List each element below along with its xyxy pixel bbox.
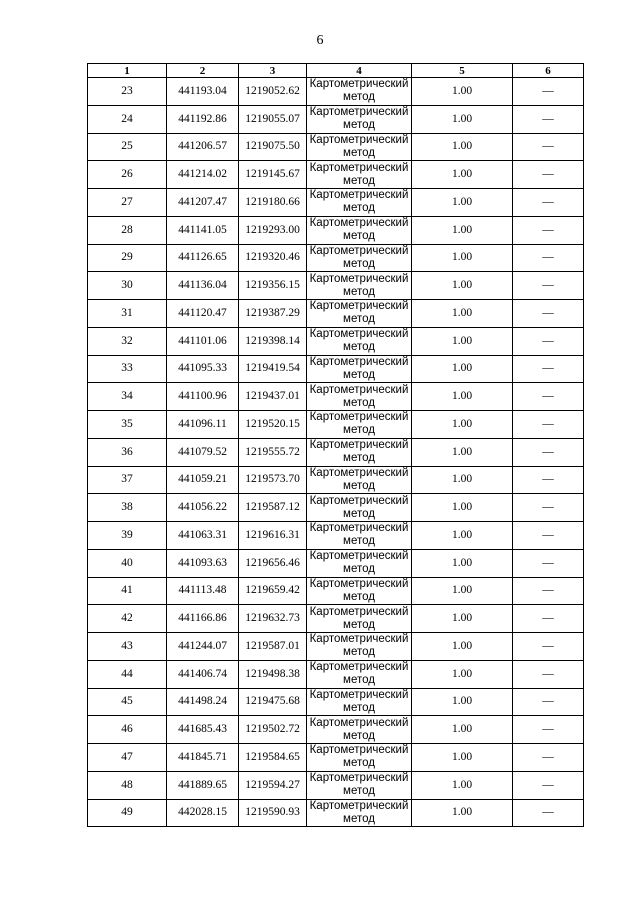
y-coordinate-cell: 1219594.27 (239, 771, 307, 799)
accuracy-cell: 1.00 (412, 716, 513, 744)
accuracy-cell: 1.00 (412, 577, 513, 605)
accuracy-cell: 1.00 (412, 771, 513, 799)
method-cell (307, 244, 412, 272)
note-cell: — (513, 438, 584, 466)
method-line-2: метод (343, 91, 375, 104)
method-line-1: Картометрический (309, 244, 409, 257)
note-cell: — (513, 799, 584, 827)
accuracy-cell: 1.00 (412, 78, 513, 106)
point-number-cell: 32 (88, 327, 167, 355)
y-coordinate-cell: 1219573.70 (239, 466, 307, 494)
method-line-1: Картометрический (309, 466, 409, 479)
table-row (88, 244, 584, 272)
note-cell: — (513, 716, 584, 744)
accuracy-cell: 1.00 (412, 411, 513, 439)
method-line-2: метод (343, 535, 375, 548)
method-cell (307, 466, 412, 494)
table-row (88, 78, 584, 106)
x-coordinate-cell: 441845.71 (167, 744, 239, 772)
table-row (88, 494, 584, 522)
table-row (88, 660, 584, 688)
method-line-2: метод (343, 618, 375, 631)
method-line-2: метод (343, 646, 375, 659)
note-cell: — (513, 549, 584, 577)
table-row (88, 105, 584, 133)
point-number-cell: 29 (88, 244, 167, 272)
method-line-1: Картометрический (309, 411, 409, 424)
point-number-cell: 35 (88, 411, 167, 439)
x-coordinate-cell: 441207.47 (167, 189, 239, 217)
table-row (88, 161, 584, 189)
method-line-1: Картометрический (309, 522, 409, 535)
accuracy-cell: 1.00 (412, 216, 513, 244)
accuracy-cell: 1.00 (412, 272, 513, 300)
x-coordinate-cell: 441100.96 (167, 383, 239, 411)
accuracy-cell: 1.00 (412, 633, 513, 661)
column-header-3: 3 (239, 64, 307, 78)
y-coordinate-cell: 1219437.01 (239, 383, 307, 411)
table-body (88, 78, 584, 827)
method-line-1: Картометрический (309, 328, 409, 341)
method-line-1: Картометрический (309, 772, 409, 785)
note-cell: — (513, 411, 584, 439)
method-line-2: метод (343, 424, 375, 437)
x-coordinate-cell: 442028.15 (167, 799, 239, 827)
table-row (88, 771, 584, 799)
note-cell: — (513, 244, 584, 272)
x-coordinate-cell: 441136.04 (167, 272, 239, 300)
column-header-6: 6 (513, 64, 584, 78)
method-line-1: Картометрический (309, 383, 409, 396)
method-line-1: Картометрический (309, 272, 409, 285)
note-cell: — (513, 133, 584, 161)
accuracy-cell: 1.00 (412, 105, 513, 133)
table-row (88, 605, 584, 633)
method-cell (307, 105, 412, 133)
accuracy-cell: 1.00 (412, 744, 513, 772)
method-line-1: Картометрический (309, 716, 409, 729)
method-line-2: метод (343, 368, 375, 381)
method-line-2: метод (343, 785, 375, 798)
point-number-cell: 34 (88, 383, 167, 411)
point-number-cell: 25 (88, 133, 167, 161)
method-cell (307, 494, 412, 522)
x-coordinate-cell: 441096.11 (167, 411, 239, 439)
accuracy-cell: 1.00 (412, 133, 513, 161)
method-cell (307, 272, 412, 300)
table-row (88, 716, 584, 744)
page-number: 6 (316, 33, 324, 48)
y-coordinate-cell: 1219659.42 (239, 577, 307, 605)
x-coordinate-cell: 441141.05 (167, 216, 239, 244)
method-line-2: метод (343, 313, 375, 326)
table-row (88, 383, 584, 411)
note-cell: — (513, 522, 584, 550)
point-number-cell: 23 (88, 78, 167, 106)
note-cell: — (513, 633, 584, 661)
accuracy-cell: 1.00 (412, 605, 513, 633)
y-coordinate-cell: 1219555.72 (239, 438, 307, 466)
y-coordinate-cell: 1219293.00 (239, 216, 307, 244)
accuracy-cell: 1.00 (412, 799, 513, 827)
method-cell (307, 744, 412, 772)
method-line-1: Картометрический (309, 355, 409, 368)
x-coordinate-cell: 441192.86 (167, 105, 239, 133)
point-number-cell: 44 (88, 660, 167, 688)
table-row (88, 633, 584, 661)
y-coordinate-cell: 1219632.73 (239, 605, 307, 633)
method-cell (307, 660, 412, 688)
method-cell (307, 799, 412, 827)
table-row (88, 327, 584, 355)
method-line-1: Картометрический (309, 605, 409, 618)
x-coordinate-cell: 441206.57 (167, 133, 239, 161)
point-number-cell: 40 (88, 549, 167, 577)
accuracy-cell: 1.00 (412, 549, 513, 577)
table-row (88, 688, 584, 716)
x-coordinate-cell: 441113.48 (167, 577, 239, 605)
accuracy-cell: 1.00 (412, 466, 513, 494)
y-coordinate-cell: 1219055.07 (239, 105, 307, 133)
method-line-2: метод (343, 563, 375, 576)
method-line-1: Картометрический (309, 550, 409, 563)
y-coordinate-cell: 1219419.54 (239, 355, 307, 383)
point-number-cell: 27 (88, 189, 167, 217)
method-cell (307, 411, 412, 439)
method-cell (307, 189, 412, 217)
note-cell: — (513, 105, 584, 133)
x-coordinate-cell: 441498.24 (167, 688, 239, 716)
method-line-1: Картометрический (309, 688, 409, 701)
y-coordinate-cell: 1219587.01 (239, 633, 307, 661)
x-coordinate-cell: 441166.86 (167, 605, 239, 633)
y-coordinate-cell: 1219475.68 (239, 688, 307, 716)
x-coordinate-cell: 441126.65 (167, 244, 239, 272)
y-coordinate-cell: 1219075.50 (239, 133, 307, 161)
y-coordinate-cell: 1219180.66 (239, 189, 307, 217)
method-line-1: Картометрический (309, 799, 409, 812)
table-row (88, 744, 584, 772)
y-coordinate-cell: 1219656.46 (239, 549, 307, 577)
table-row (88, 189, 584, 217)
method-line-1: Картометрический (309, 661, 409, 674)
table-row (88, 355, 584, 383)
method-line-2: метод (343, 230, 375, 243)
note-cell: — (513, 771, 584, 799)
method-cell (307, 438, 412, 466)
method-cell (307, 327, 412, 355)
note-cell: — (513, 660, 584, 688)
method-cell (307, 688, 412, 716)
method-line-2: метод (343, 674, 375, 687)
method-cell (307, 549, 412, 577)
y-coordinate-cell: 1219052.62 (239, 78, 307, 106)
method-line-2: метод (343, 174, 375, 187)
table-row (88, 216, 584, 244)
coordinates-table (87, 63, 584, 827)
point-number-cell: 46 (88, 716, 167, 744)
method-line-1: Картометрический (309, 494, 409, 507)
method-line-1: Картометрический (309, 106, 409, 119)
table-row (88, 438, 584, 466)
x-coordinate-cell: 441093.63 (167, 549, 239, 577)
accuracy-cell: 1.00 (412, 300, 513, 328)
method-line-2: метод (343, 479, 375, 492)
method-cell (307, 383, 412, 411)
note-cell: — (513, 688, 584, 716)
column-header-1: 1 (88, 64, 167, 78)
accuracy-cell: 1.00 (412, 244, 513, 272)
method-line-1: Картометрический (309, 633, 409, 646)
table-row (88, 411, 584, 439)
x-coordinate-cell: 441120.47 (167, 300, 239, 328)
method-line-1: Картометрический (309, 78, 409, 91)
method-line-2: метод (343, 812, 375, 825)
accuracy-cell: 1.00 (412, 660, 513, 688)
column-header-2: 2 (167, 64, 239, 78)
table-row (88, 133, 584, 161)
note-cell: — (513, 78, 584, 106)
table-row (88, 466, 584, 494)
method-line-2: метод (343, 507, 375, 520)
y-coordinate-cell: 1219502.72 (239, 716, 307, 744)
point-number-cell: 49 (88, 799, 167, 827)
point-number-cell: 41 (88, 577, 167, 605)
table-row (88, 522, 584, 550)
point-number-cell: 45 (88, 688, 167, 716)
accuracy-cell: 1.00 (412, 438, 513, 466)
method-line-1: Картометрический (309, 744, 409, 757)
method-line-2: метод (343, 757, 375, 770)
method-line-2: метод (343, 119, 375, 132)
table-row (88, 272, 584, 300)
method-line-1: Картометрический (309, 439, 409, 452)
column-header-5: 5 (412, 64, 513, 78)
method-line-2: метод (343, 257, 375, 270)
x-coordinate-cell: 441889.65 (167, 771, 239, 799)
y-coordinate-cell: 1219616.31 (239, 522, 307, 550)
x-coordinate-cell: 441214.02 (167, 161, 239, 189)
method-cell (307, 633, 412, 661)
accuracy-cell: 1.00 (412, 327, 513, 355)
point-number-cell: 26 (88, 161, 167, 189)
accuracy-cell: 1.00 (412, 383, 513, 411)
method-cell (307, 300, 412, 328)
note-cell: — (513, 161, 584, 189)
column-header-4: 4 (307, 64, 412, 78)
method-cell (307, 605, 412, 633)
note-cell: — (513, 355, 584, 383)
y-coordinate-cell: 1219398.14 (239, 327, 307, 355)
note-cell: — (513, 327, 584, 355)
method-cell (307, 78, 412, 106)
point-number-cell: 48 (88, 771, 167, 799)
table-header-row (88, 64, 584, 78)
x-coordinate-cell: 441193.04 (167, 78, 239, 106)
accuracy-cell: 1.00 (412, 522, 513, 550)
note-cell: — (513, 272, 584, 300)
accuracy-cell: 1.00 (412, 161, 513, 189)
x-coordinate-cell: 441059.21 (167, 466, 239, 494)
point-number-cell: 36 (88, 438, 167, 466)
note-cell: — (513, 577, 584, 605)
point-number-cell: 42 (88, 605, 167, 633)
x-coordinate-cell: 441244.07 (167, 633, 239, 661)
point-number-cell: 30 (88, 272, 167, 300)
y-coordinate-cell: 1219356.15 (239, 272, 307, 300)
y-coordinate-cell: 1219320.46 (239, 244, 307, 272)
method-cell (307, 716, 412, 744)
y-coordinate-cell: 1219498.38 (239, 660, 307, 688)
note-cell: — (513, 605, 584, 633)
table-row (88, 549, 584, 577)
table-row (88, 300, 584, 328)
x-coordinate-cell: 441079.52 (167, 438, 239, 466)
y-coordinate-cell: 1219590.93 (239, 799, 307, 827)
method-line-2: метод (343, 590, 375, 603)
method-line-1: Картометрический (309, 217, 409, 230)
method-line-2: метод (343, 146, 375, 159)
note-cell: — (513, 189, 584, 217)
accuracy-cell: 1.00 (412, 189, 513, 217)
point-number-cell: 28 (88, 216, 167, 244)
x-coordinate-cell: 441056.22 (167, 494, 239, 522)
note-cell: — (513, 744, 584, 772)
x-coordinate-cell: 441095.33 (167, 355, 239, 383)
method-cell (307, 133, 412, 161)
method-line-2: метод (343, 729, 375, 742)
point-number-cell: 37 (88, 466, 167, 494)
note-cell: — (513, 300, 584, 328)
method-line-1: Картометрический (309, 577, 409, 590)
method-cell (307, 522, 412, 550)
accuracy-cell: 1.00 (412, 494, 513, 522)
method-line-1: Картометрический (309, 189, 409, 202)
note-cell: — (513, 494, 584, 522)
method-cell (307, 577, 412, 605)
method-line-2: метод (343, 202, 375, 215)
accuracy-cell: 1.00 (412, 688, 513, 716)
method-line-2: метод (343, 396, 375, 409)
accuracy-cell: 1.00 (412, 355, 513, 383)
y-coordinate-cell: 1219584.65 (239, 744, 307, 772)
method-line-1: Картометрический (309, 300, 409, 313)
method-line-2: метод (343, 701, 375, 714)
point-number-cell: 31 (88, 300, 167, 328)
y-coordinate-cell: 1219587.12 (239, 494, 307, 522)
method-cell (307, 355, 412, 383)
method-cell (307, 216, 412, 244)
y-coordinate-cell: 1219387.29 (239, 300, 307, 328)
note-cell: — (513, 216, 584, 244)
note-cell: — (513, 466, 584, 494)
table-row (88, 799, 584, 827)
note-cell: — (513, 383, 584, 411)
point-number-cell: 24 (88, 105, 167, 133)
y-coordinate-cell: 1219145.67 (239, 161, 307, 189)
method-line-2: метод (343, 452, 375, 465)
point-number-cell: 43 (88, 633, 167, 661)
point-number-cell: 39 (88, 522, 167, 550)
x-coordinate-cell: 441101.06 (167, 327, 239, 355)
method-line-2: метод (343, 341, 375, 354)
x-coordinate-cell: 441406.74 (167, 660, 239, 688)
method-line-2: метод (343, 285, 375, 298)
point-number-cell: 38 (88, 494, 167, 522)
x-coordinate-cell: 441063.31 (167, 522, 239, 550)
method-line-1: Картометрический (309, 133, 409, 146)
y-coordinate-cell: 1219520.15 (239, 411, 307, 439)
point-number-cell: 47 (88, 744, 167, 772)
x-coordinate-cell: 441685.43 (167, 716, 239, 744)
table-row (88, 577, 584, 605)
method-line-1: Картометрический (309, 161, 409, 174)
method-cell (307, 161, 412, 189)
method-cell (307, 771, 412, 799)
point-number-cell: 33 (88, 355, 167, 383)
